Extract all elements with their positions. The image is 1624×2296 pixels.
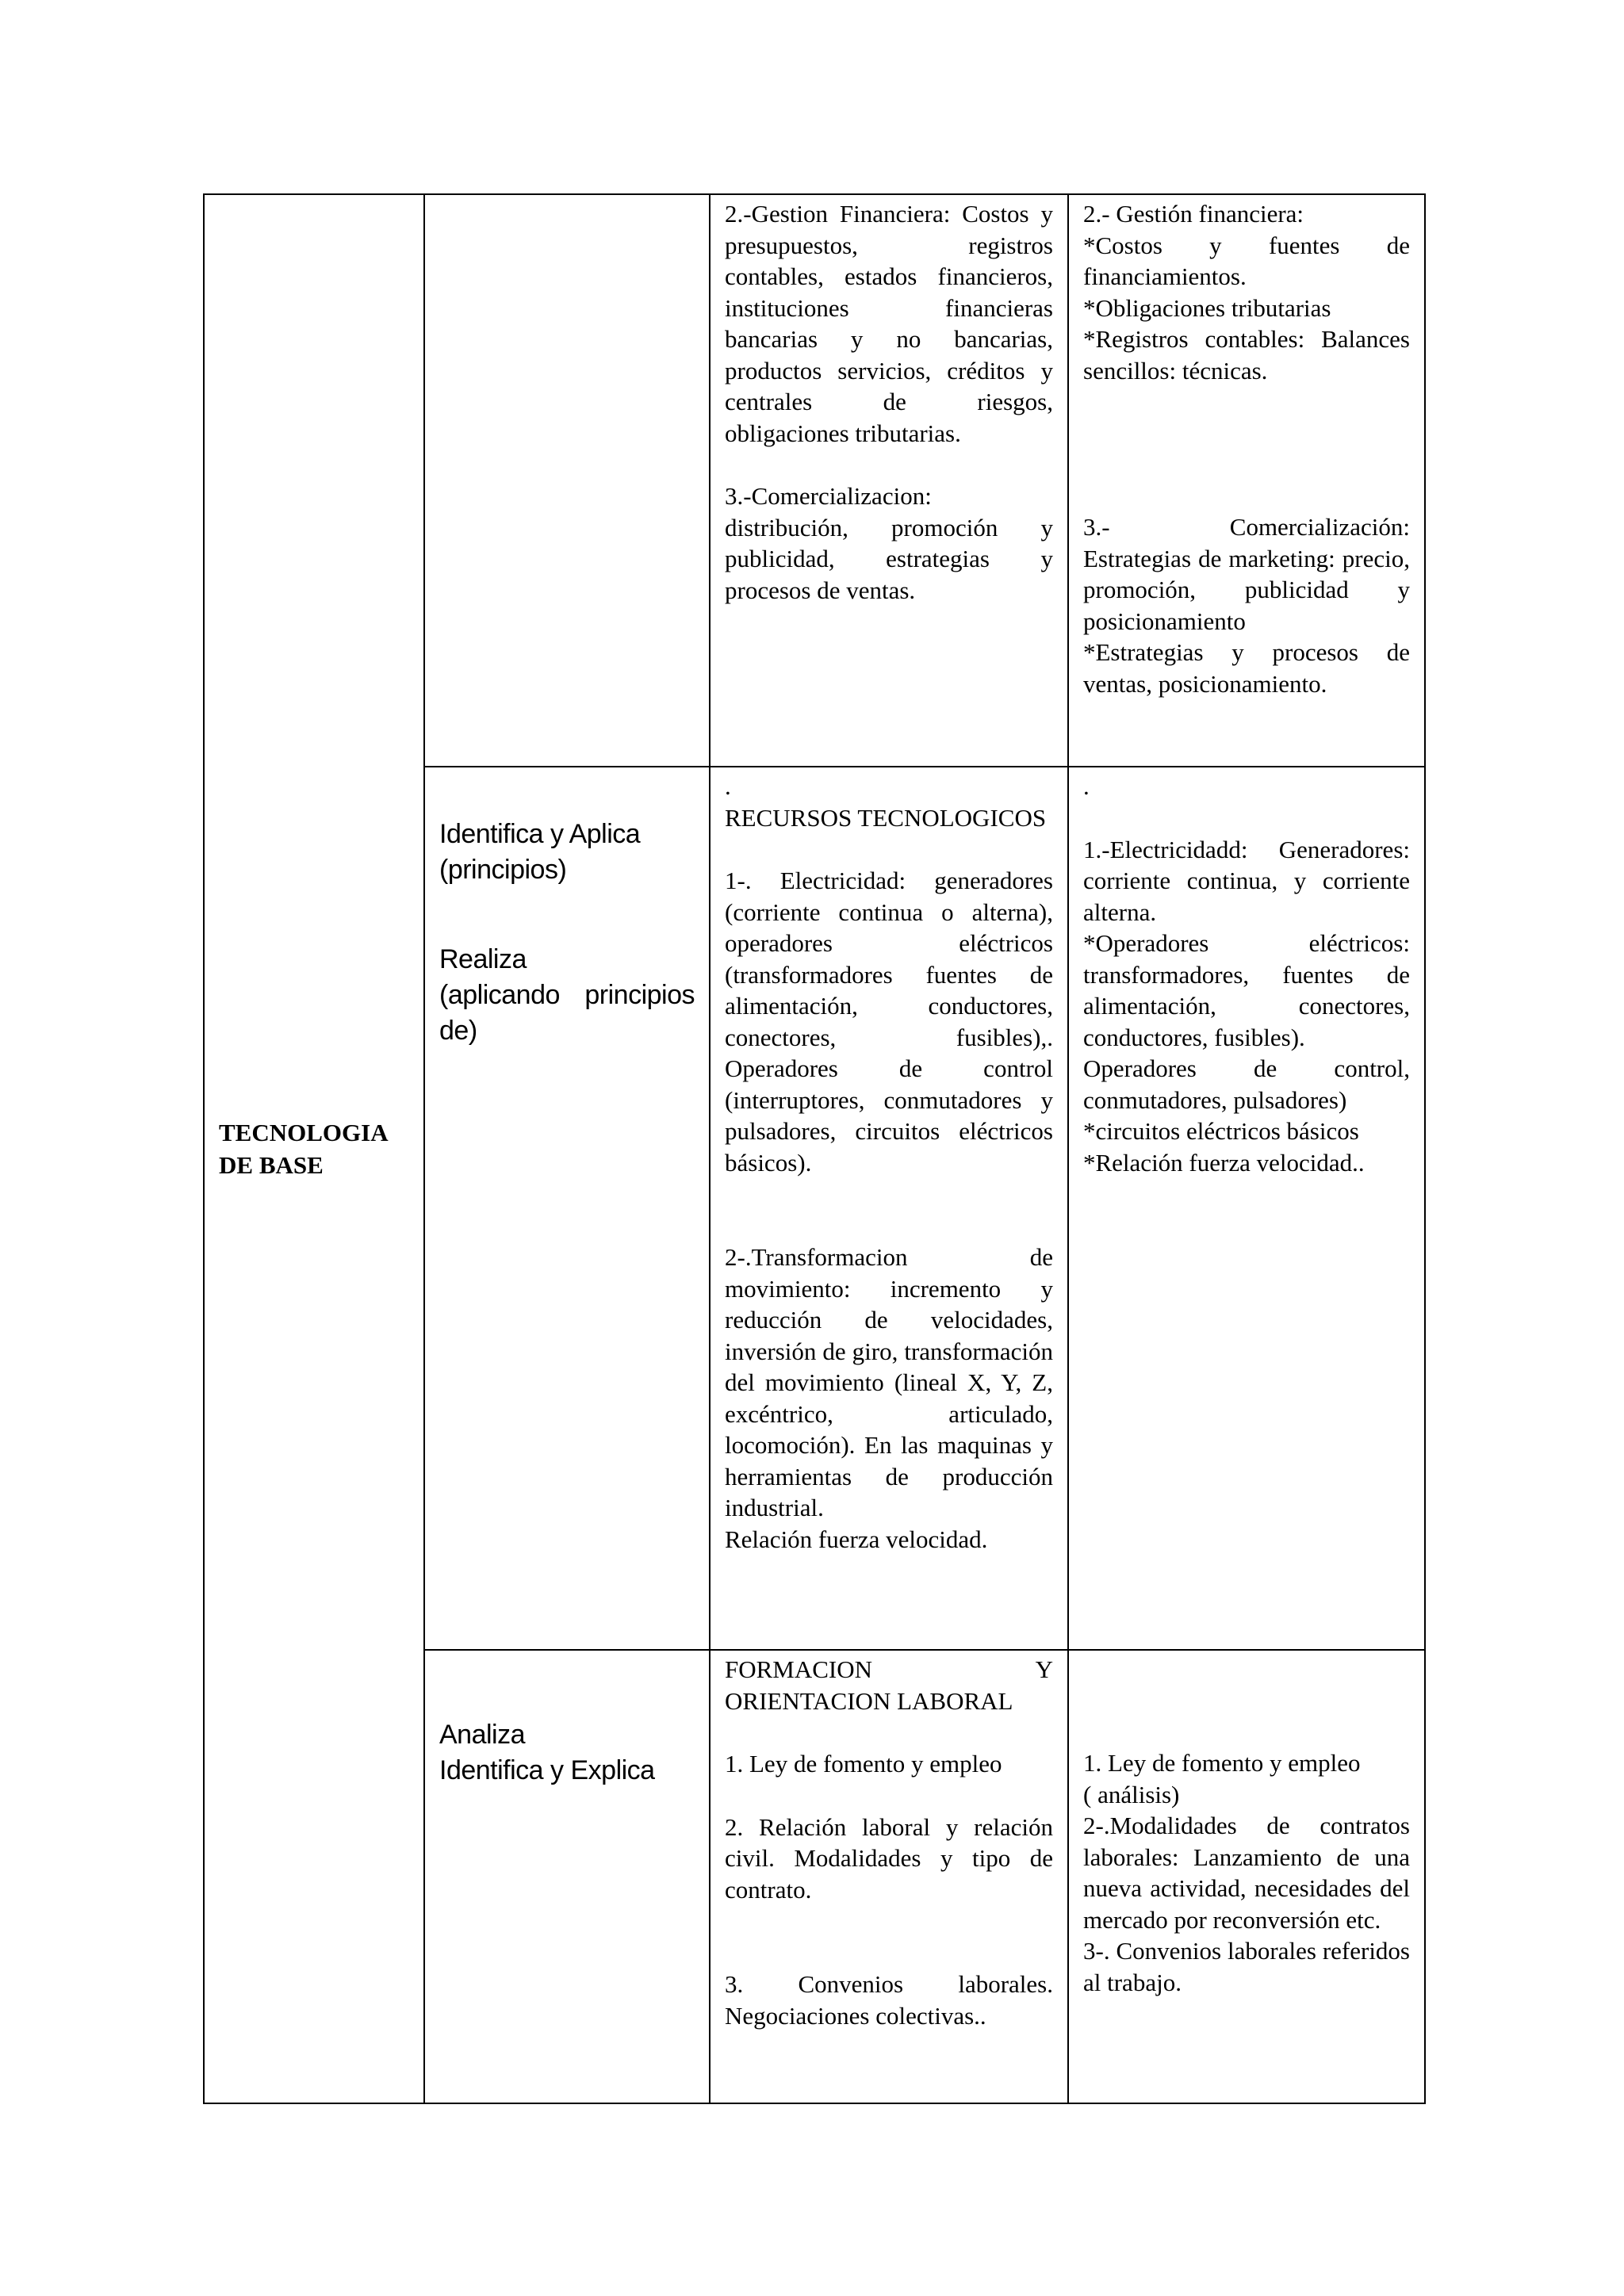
area-cell — [204, 194, 424, 2103]
contents-cell — [710, 1650, 1068, 2103]
capacity-label: Realiza — [439, 944, 527, 974]
content-heading: FORMACION Y ORIENTACION LABORAL — [725, 1655, 1059, 1715]
capacity-label: (aplicando principios de) — [439, 980, 695, 1046]
capacities-cell — [424, 1650, 710, 2103]
topics-cell — [1068, 1650, 1425, 2103]
contents-cell — [710, 194, 1068, 767]
content-text: 2-.Transformacion de movimiento: incremento y reducción de velocidades, inversión de giro, transformación del movimiento (lineal X, Y, Z, excéntrico, articulado, locomoción). En las maquinas y herramientas de producción industrial. Relación fuerza velocidad. — [725, 1243, 1053, 1553]
topics-cell — [1068, 194, 1425, 767]
content-heading: . RECURSOS TECNOLOGICOS — [725, 772, 1047, 832]
content-text: 3. Convenios laborales. Negociaciones colectivas.. — [725, 1970, 1059, 2030]
content-text: 3.-Comercializacion: distribución, promoción y publicidad, estrategias y procesos de ventas. — [725, 482, 1059, 604]
capacities-list — [439, 1717, 695, 1789]
capacities-cell — [424, 194, 710, 767]
topic-text: 2.- Gestión financiera: *Costos y fuentes de financiamientos. *Obligaciones tributarias *Registros contables: Balances sencillos: técnicas. — [1083, 200, 1410, 385]
capacity-label: Identifica y Explica — [439, 1755, 655, 1785]
curriculum-table — [203, 193, 1426, 2104]
topic-text: . — [1083, 772, 1090, 800]
capacity-label: (principios) — [439, 855, 567, 885]
capacities-cell — [424, 767, 710, 1650]
topic-text: 1. Ley de fomento y empleo ( análisis) 2-.Modalidades de contratos laborales: Lanzamiento de una nueva actividad, necesidades del mercado por reconversión etc. 3-. Convenios laborales referidos al trabajo. — [1083, 1749, 1410, 1996]
content-text: 2.-Gestion Financiera: Costos y presupuestos, registros contables, estados financieros, instituciones financieras bancarias y no bancarias, productos servicios, créditos y centrales de riesgos, obligaciones tributarias. — [725, 200, 1059, 447]
content-text: 1. Ley de fomento y empleo — [725, 1750, 1002, 1777]
capacities-list — [439, 817, 695, 1049]
table-row — [204, 194, 1425, 767]
topic-text: 3.- Comercialización: Estrategias de marketing: precio, promoción, publicidad y posicionamiento *Estrategias y procesos de ventas, posicionamiento. — [1083, 513, 1410, 698]
contents-cell — [710, 767, 1068, 1650]
capacity-label: Analiza — [439, 1720, 526, 1750]
capacity-label: Identifica y Aplica — [439, 819, 641, 849]
content-text: 2. Relación laboral y relación civil. Modalidades y tipo de contrato. — [725, 1812, 1059, 1904]
topic-text: 1.-Electricidadd: Generadores: corriente continua, y corriente alterna. *Operadores eléctricos: transformadores, fuentes de alimentación, conectores, conductores, fusibles). Operadores de control, conmutadores, pulsadores) *circuitos eléctricos básicos *Relación fuerza velocidad.. — [1083, 835, 1410, 1177]
content-text: 1-. Electricidad: generadores (corriente continua o alterna), operadores eléctricos (transformadores fuentes de alimentación, conductores, conectores, fusibles),. Operadores de control (interruptores, conmutadores y pulsadores, circuitos eléctricos básicos). — [725, 867, 1059, 1177]
area-label: TECNOLOGIA DE BASE — [219, 1119, 387, 1179]
topics-cell — [1068, 767, 1425, 1650]
